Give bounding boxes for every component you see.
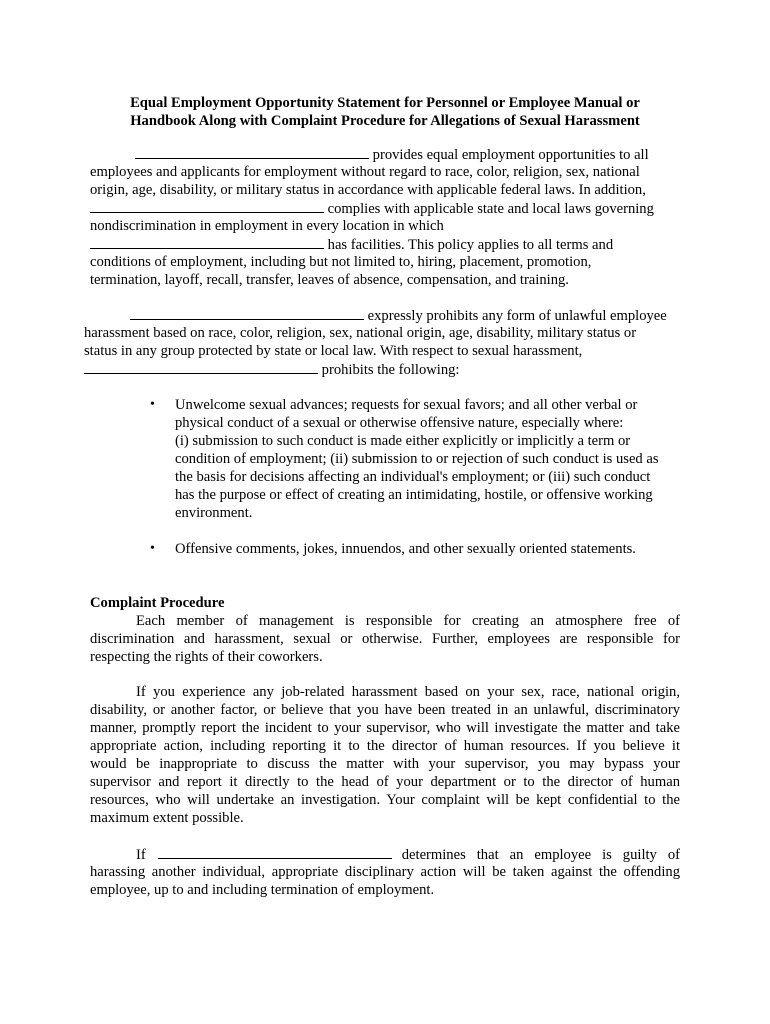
para1-line-1: provides equal employment opportunities to all <box>135 145 725 164</box>
company-name-blank[interactable] <box>90 199 324 213</box>
company-name-blank[interactable] <box>130 306 364 320</box>
complaint-p2-line-8: maximum extent possible. <box>90 810 244 826</box>
bullet2-line-1: Offensive comments, jokes, innuendos, and other sexually oriented statements. <box>175 541 636 557</box>
para2-line-1: expressly prohibits any form of unlawful employee <box>130 306 720 325</box>
para1-line-5: nondiscrimination in employment in every location in which <box>90 218 444 234</box>
para1-line-6: has facilities. This policy applies to all terms and <box>90 235 680 254</box>
bullet1-line-2: physical conduct of a sexual or otherwise offensive nature, especially where: <box>175 415 624 431</box>
complaint-p3-line-1: If determines that an employee is guilty of <box>136 847 680 863</box>
para1-line-8: termination, layoff, recall, transfer, leaves of absence, compensation, and training. <box>90 272 569 288</box>
complaint-p2-line-6: supervisor and report it directly to the head of your department or to the director of human <box>90 774 680 790</box>
company-name-blank[interactable] <box>158 845 392 859</box>
complaint-p2-line-7: resources, who will undertake an investigation. Your complaint will be kept confidential to the <box>90 792 680 808</box>
company-name-blank[interactable] <box>84 360 318 374</box>
para2-line-2: harassment based on race, color, religion, sex, national origin, age, disability, military status or <box>84 325 637 341</box>
para1-line-4: complies with applicable state and local laws governing <box>90 199 680 218</box>
bullet-icon: • <box>150 397 155 412</box>
bullet-icon: • <box>150 541 155 556</box>
company-name-blank[interactable] <box>135 145 369 159</box>
complaint-p2-line-3: manner, promptly report the incident to your supervisor, who will investigate the matter and take <box>90 720 680 736</box>
bullet1-line-6: has the purpose or effect of creating an intimidating, hostile, or offensive working <box>175 487 653 503</box>
complaint-p1-line-3: respecting the rights of their coworkers. <box>90 649 323 665</box>
para2-line-3: status in any group protected by state or local law. With respect to sexual harassment, <box>84 343 583 359</box>
title-line-1: Equal Employment Opportunity Statement for Personnel or Employee Manual or <box>130 95 640 111</box>
complaint-p2-line-1: If you experience any job-related harassment based on your sex, race, national origin, <box>136 684 680 700</box>
bullet1-line-1: Unwelcome sexual advances; requests for sexual favors; and all other verbal or <box>175 397 638 413</box>
complaint-heading: Complaint Procedure <box>90 595 225 611</box>
bullet1-line-7: environment. <box>175 505 253 521</box>
document-title <box>80 94 690 130</box>
para2-line-4: prohibits the following: <box>84 360 674 379</box>
complaint-p1-line-1: Each member of management is responsible for creating an atmosphere free of <box>136 613 680 629</box>
complaint-p2-line-2: disability, or another factor, or believe that you have been treated in an unlawful, discriminatory <box>90 702 680 718</box>
bullet1-line-4: condition of employment; (ii) submission to or rejection of such conduct is used as <box>175 451 659 467</box>
complaint-p1-line-2: discrimination and harassment, sexual or otherwise. Further, employees are responsible for <box>90 631 680 647</box>
complaint-p3-line-3: employee, up to and including termination of employment. <box>90 882 435 898</box>
complaint-p2-line-4: appropriate action, including reporting it to the director of human resources. If you believe it <box>90 738 680 754</box>
bullet1-line-3: (i) submission to such conduct is made either explicitly or implicitly a term or <box>175 433 631 449</box>
complaint-p3-line-2: harassing another individual, appropriate disciplinary action will be taken against the offending <box>90 864 680 880</box>
bullet1-line-5: the basis for decisions affecting an individual's employment; or (iii) such conduct <box>175 469 651 485</box>
title-line-2: Handbook Along with Complaint Procedure for Allegations of Sexual Harassment <box>130 113 640 129</box>
para1-line-7: conditions of employment, including but not limited to, hiring, placement, promotion, <box>90 254 592 270</box>
para1-line-3: origin, age, disability, or military status in accordance with applicable federal laws. In addition, <box>90 182 646 198</box>
company-name-blank[interactable] <box>90 235 324 249</box>
para1-line-2: employees and applicants for employment without regard to race, color, religion, sex, national <box>90 164 640 180</box>
complaint-p2-line-5: would be inappropriate to discuss the matter with your supervisor, you may bypass your <box>90 756 680 772</box>
